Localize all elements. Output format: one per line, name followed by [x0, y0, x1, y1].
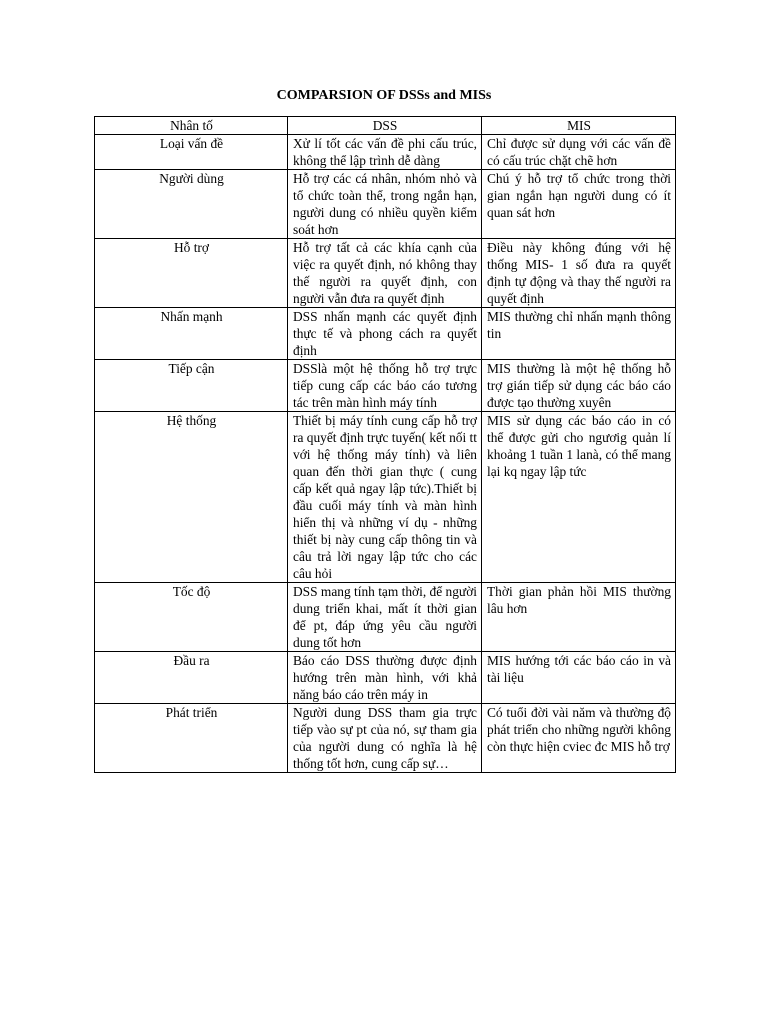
row-dss-cell: Hỗ trợ tất cả các khía cạnh của việc ra quyết định, nó không thay thế người ra quyết định, con người vẫn đưa ra quyết định [288, 239, 482, 308]
row-dss-cell: DSS nhấn mạnh các quyết định thực tế và phong cách ra quyết định [288, 308, 482, 360]
page-title: COMPARSION OF DSSs and MISs [276, 88, 492, 103]
row-dss-cell: Thiết bị máy tính cung cấp hỗ trợ ra quyết định trực tuyến( kết nối tt với hệ thống máy tính) và liên quan đến thời gian thực ( cung cấp kết quả ngay lập tức).Thiết bị đầu cuối máy tính và màn hình hiển thị và những ví dụ - những thiết bị này cung cấp thông tin và câu trả lời ngay lập tức cho các câu hỏi [288, 412, 482, 583]
row-factor-cell: Tốc độ [95, 583, 288, 652]
table-row [95, 135, 676, 170]
table-header-row [95, 117, 676, 135]
row-dss-cell: Hỗ trợ các cá nhân, nhóm nhỏ và tổ chức toàn thể, trong ngắn hạn, người dung có nhiều quyền kiểm soát hơn [288, 170, 482, 239]
table-row [95, 239, 676, 308]
table-row [95, 360, 676, 412]
table-row [95, 308, 676, 360]
row-factor-cell: Đầu ra [95, 652, 288, 704]
row-mis-cell: Thời gian phản hồi MIS thường lâu hơn [482, 583, 676, 652]
table-row [95, 704, 676, 773]
row-factor-cell: Nhấn mạnh [95, 308, 288, 360]
row-factor-cell: Người dùng [95, 170, 288, 239]
row-mis-cell: Điều này không đúng với hệ thống MIS- 1 số đưa ra quyết định tự động và thay thế người ra quyết định [482, 239, 676, 308]
header-factor: Nhân tố [95, 117, 288, 135]
row-mis-cell: MIS hướng tới các báo cáo in và tài liệu [482, 652, 676, 704]
row-mis-cell: Chú ý hỗ trợ tổ chức trong thời gian ngắn hạn người dung có ít quan sát hơn [482, 170, 676, 239]
row-dss-cell: DSSlà một hệ thống hỗ trợ trực tiếp cung cấp các báo cáo tương tác trên màn hình máy tính [288, 360, 482, 412]
row-factor-cell: Loại vấn đề [95, 135, 288, 170]
row-dss-cell: Xử lí tốt các vấn đề phi cấu trúc, không thể lập trình dễ dàng [288, 135, 482, 170]
row-dss-cell: Báo cáo DSS thường được định hướng trên màn hình, với khả năng báo cáo trên máy in [288, 652, 482, 704]
row-mis-cell: MIS sử dụng các báo cáo in có thể được gửi cho ngươig quản lí khoảng 1 tuần 1 lanà, có thể mang lại kq ngay lập tức [482, 412, 676, 583]
table-row [95, 170, 676, 239]
row-factor-cell: Phát triển [95, 704, 288, 773]
row-dss-cell: DSS mang tính tạm thời, để người dung triển khai, mất ít thời gian để pt, đáp ứng yêu cầu người dung tốt hơn [288, 583, 482, 652]
row-mis-cell: MIS thường chỉ nhấn mạnh thông tin [482, 308, 676, 360]
comparison-table [94, 116, 676, 773]
row-dss-cell: Người dung DSS tham gia trực tiếp vào sự pt của nó, sự tham gia của người dung có nghĩa là hệ thống tốt hơn, cung cấp sự… [288, 704, 482, 773]
row-mis-cell: Có tuổi đời vài năm và thường độ phát triển cho những người không còn thực hiện cviec đc MIS hỗ trợ [482, 704, 676, 773]
header-mis: MIS [482, 117, 676, 135]
table-row [95, 652, 676, 704]
row-mis-cell: MIS thường là một hệ thống hỗ trợ gián tiếp sử dụng các báo cáo được tạo thường xuyên [482, 360, 676, 412]
row-mis-cell: Chỉ được sử dụng với các vấn đề có cấu trúc chặt chẽ hơn [482, 135, 676, 170]
row-factor-cell: Tiếp cận [95, 360, 288, 412]
header-dss: DSS [288, 117, 482, 135]
row-factor-cell: Hệ thống [95, 412, 288, 583]
row-factor-cell: Hỗ trợ [95, 239, 288, 308]
table-row [95, 583, 676, 652]
table-row [95, 412, 676, 583]
